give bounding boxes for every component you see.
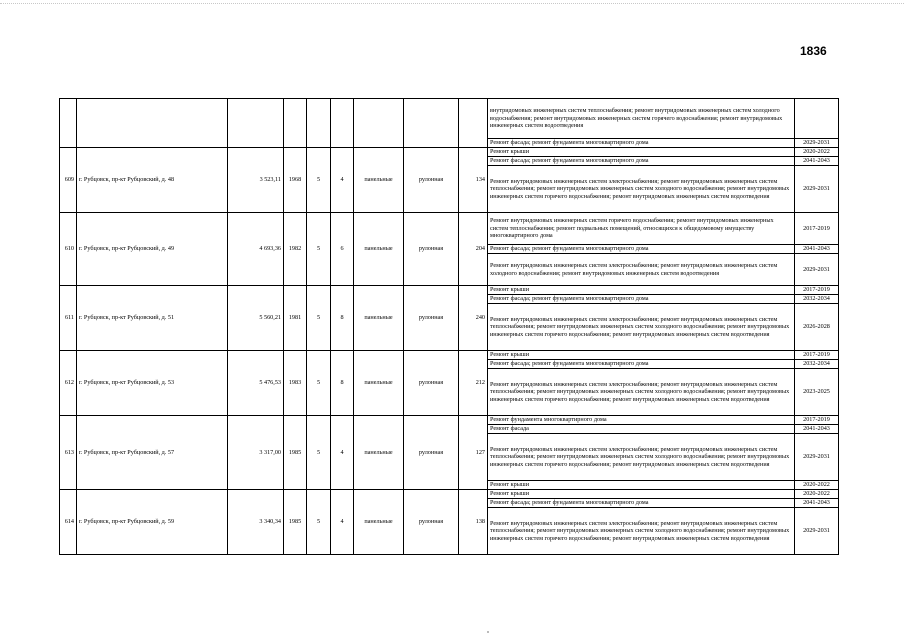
residents-cell: 240 xyxy=(459,286,488,351)
work-period: 2029-2031 xyxy=(795,434,839,481)
work-period: 2023-2025 xyxy=(795,369,839,416)
housing-repair-table xyxy=(59,98,839,555)
work-description: Ремонт крыши xyxy=(488,286,795,295)
work-period xyxy=(795,99,839,139)
area-cell: 5 476,53 xyxy=(228,351,284,416)
work-period: 2029-2031 xyxy=(795,139,839,148)
entrances-cell: 8 xyxy=(331,286,354,351)
floors-cell: 5 xyxy=(307,416,331,490)
address-cell: г. Рубцовск, пр-кт Рубцовский, д. 51 xyxy=(77,286,228,351)
entrances-cell: 4 xyxy=(331,148,354,213)
area-cell: 5 560,21 xyxy=(228,286,284,351)
row-number: 611 xyxy=(60,286,77,351)
roof-cell: рулонная xyxy=(404,490,459,555)
floors-cell: 5 xyxy=(307,351,331,416)
work-period: 2029-2031 xyxy=(795,166,839,213)
work-description: Ремонт фасада; ремонт фундамента многоквартирного дома xyxy=(488,157,795,166)
work-period: 2017-2019 xyxy=(795,286,839,295)
roof-cell: рулонная xyxy=(404,286,459,351)
floors-cell xyxy=(307,99,331,148)
address-cell xyxy=(77,99,228,148)
area-cell: 3 317,00 xyxy=(228,416,284,490)
row-number: 609 xyxy=(60,148,77,213)
work-period: 2041-2043 xyxy=(795,499,839,508)
address-cell: г. Рубцовск, пр-кт Рубцовский, д. 48 xyxy=(77,148,228,213)
walls-cell: панельные xyxy=(354,148,404,213)
page-number: 1836 xyxy=(800,44,827,58)
row-number: 610 xyxy=(60,213,77,286)
table-row xyxy=(60,490,839,499)
year-cell: 1985 xyxy=(284,416,307,490)
work-period: 2017-2019 xyxy=(795,351,839,360)
walls-cell: панельные xyxy=(354,213,404,286)
area-cell xyxy=(228,99,284,148)
residents-cell: 134 xyxy=(459,148,488,213)
residents-cell: 127 xyxy=(459,416,488,490)
work-description: Ремонт крыши xyxy=(488,490,795,499)
table-row xyxy=(60,351,839,360)
work-description: Ремонт внутридомовых инженерных систем электроснабжения; ремонт внутридомовых инженерных систем теплоснабжения; ремонт внутридомовых инженерных систем холодного водоснабжения; ремонт внутридомовых инженерных систем горячего водоснабжения; ремонт внутридомовых инженерных систем водоотведения xyxy=(488,434,795,481)
entrances-cell xyxy=(331,99,354,148)
table-row xyxy=(60,416,839,425)
walls-cell: панельные xyxy=(354,286,404,351)
residents-cell xyxy=(459,99,488,148)
area-cell: 3 340,34 xyxy=(228,490,284,555)
work-description: Ремонт крыши xyxy=(488,481,795,490)
work-description: Ремонт внутридомовых инженерных систем электроснабжения; ремонт внутридомовых инженерных систем теплоснабжения; ремонт внутридомовых инженерных систем холодного водоснабжения; ремонт внутридомовых инженерных систем горячего водоснабжения; ремонт внутридомовых инженерных систем водоотведения xyxy=(488,508,795,555)
work-period: 2029-2031 xyxy=(795,254,839,286)
work-description: Ремонт внутридомовых инженерных систем электроснабжения; ремонт внутридомовых инженерных систем теплоснабжения; ремонт внутридомовых инженерных систем холодного водоснабжения; ремонт внутридомовых инженерных систем горячего водоснабжения; ремонт внутридомовых инженерных систем водоотведения xyxy=(488,166,795,213)
entrances-cell: 4 xyxy=(331,490,354,555)
address-cell: г. Рубцовск, пр-кт Рубцовский, д. 57 xyxy=(77,416,228,490)
work-description: Ремонт фасада; ремонт фундамента многоквартирного дома xyxy=(488,295,795,304)
scan-noise-line xyxy=(0,3,904,5)
roof-cell: рулонная xyxy=(404,351,459,416)
work-description: Ремонт фасада xyxy=(488,425,795,434)
address-cell: г. Рубцовск, пр-кт Рубцовский, д. 49 xyxy=(77,213,228,286)
table-row xyxy=(60,213,839,245)
walls-cell: панельные xyxy=(354,351,404,416)
year-cell: 1981 xyxy=(284,286,307,351)
work-description: Ремонт внутридомовых инженерных систем электроснабжения; ремонт внутридомовых инженерных систем теплоснабжения; ремонт внутридомовых инженерных систем холодного водоснабжения; ремонт внутридомовых инженерных систем горячего водоснабжения; ремонт внутридомовых инженерных систем водоотведения xyxy=(488,369,795,416)
work-description: Ремонт внутридомовых инженерных систем электроснабжения; ремонт внутридомовых инженерных систем теплоснабжения; ремонт внутридомовых инженерных систем холодного водоснабжения; ремонт внутридомовых инженерных систем горячего водоснабжения; ремонт внутридомовых инженерных систем водоотведения xyxy=(488,304,795,351)
area-cell: 4 693,36 xyxy=(228,213,284,286)
roof-cell xyxy=(404,99,459,148)
entrances-cell: 4 xyxy=(331,416,354,490)
work-description: Ремонт крыши xyxy=(488,351,795,360)
work-description: внутридомовых инженерных систем теплоснабжения; ремонт внутридомовых инженерных систем холодного водоснабжения; ремонт внутридомовых инженерных систем горячего водоснабжения; ремонт внутридомовых инженерных систем водоотведения xyxy=(488,99,795,139)
work-period: 2032-2034 xyxy=(795,360,839,369)
roof-cell: рулонная xyxy=(404,416,459,490)
row-number: 614 xyxy=(60,490,77,555)
year-cell: 1968 xyxy=(284,148,307,213)
table-row xyxy=(60,148,839,157)
residents-cell: 212 xyxy=(459,351,488,416)
roof-cell: рулонная xyxy=(404,148,459,213)
work-period: 2020-2022 xyxy=(795,148,839,157)
continuation-row xyxy=(60,99,839,139)
work-description: Ремонт фасада; ремонт фундамента многоквартирного дома xyxy=(488,139,795,148)
address-cell: г. Рубцовск, пр-кт Рубцовский, д. 53 xyxy=(77,351,228,416)
work-description: Ремонт фасада; ремонт фундамента многоквартирного дома xyxy=(488,499,795,508)
table-row xyxy=(60,286,839,295)
work-period: 2017-2019 xyxy=(795,416,839,425)
year-cell: 1985 xyxy=(284,490,307,555)
work-description: Ремонт фасада; ремонт фундамента многоквартирного дома xyxy=(488,245,795,254)
work-description: Ремонт внутридомовых инженерных систем горячего водоснабжения; ремонт внутридомовых инженерных систем теплоснабжения; ремонт подвальных помещений, относящихся к общедомовому имуществу многоквартирного дома xyxy=(488,213,795,245)
work-period: 2029-2031 xyxy=(795,508,839,555)
work-description: Ремонт фасада; ремонт фундамента многоквартирного дома xyxy=(488,360,795,369)
work-description: Ремонт фундамента многоквартирного дома xyxy=(488,416,795,425)
work-period: 2032-2034 xyxy=(795,295,839,304)
area-cell: 3 523,11 xyxy=(228,148,284,213)
address-cell: г. Рубцовск, пр-кт Рубцовский, д. 59 xyxy=(77,490,228,555)
work-period: 2041-2043 xyxy=(795,157,839,166)
row-number: 613 xyxy=(60,416,77,490)
row-number: 612 xyxy=(60,351,77,416)
work-period: 2020-2022 xyxy=(795,481,839,490)
floors-cell: 5 xyxy=(307,286,331,351)
year-cell xyxy=(284,99,307,148)
scan-noise-dot xyxy=(487,631,489,633)
roof-cell: рулонная xyxy=(404,213,459,286)
entrances-cell: 6 xyxy=(331,213,354,286)
walls-cell xyxy=(354,99,404,148)
year-cell: 1982 xyxy=(284,213,307,286)
work-period: 2041-2043 xyxy=(795,425,839,434)
walls-cell: панельные xyxy=(354,416,404,490)
residents-cell: 138 xyxy=(459,490,488,555)
walls-cell: панельные xyxy=(354,490,404,555)
work-period: 2026-2028 xyxy=(795,304,839,351)
year-cell: 1983 xyxy=(284,351,307,416)
entrances-cell: 8 xyxy=(331,351,354,416)
floors-cell: 5 xyxy=(307,490,331,555)
work-period: 2020-2022 xyxy=(795,490,839,499)
table-body xyxy=(60,99,839,555)
floors-cell: 5 xyxy=(307,148,331,213)
work-description: Ремонт крыши xyxy=(488,148,795,157)
work-description: Ремонт внутридомовых инженерных систем электроснабжения; ремонт внутридомовых инженерных систем холодного водоснабжения; ремонт внутридомовых инженерных систем водоотведения xyxy=(488,254,795,286)
work-period: 2017-2019 xyxy=(795,213,839,245)
floors-cell: 5 xyxy=(307,213,331,286)
work-period: 2041-2043 xyxy=(795,245,839,254)
residents-cell: 204 xyxy=(459,213,488,286)
num-cell xyxy=(60,99,77,148)
